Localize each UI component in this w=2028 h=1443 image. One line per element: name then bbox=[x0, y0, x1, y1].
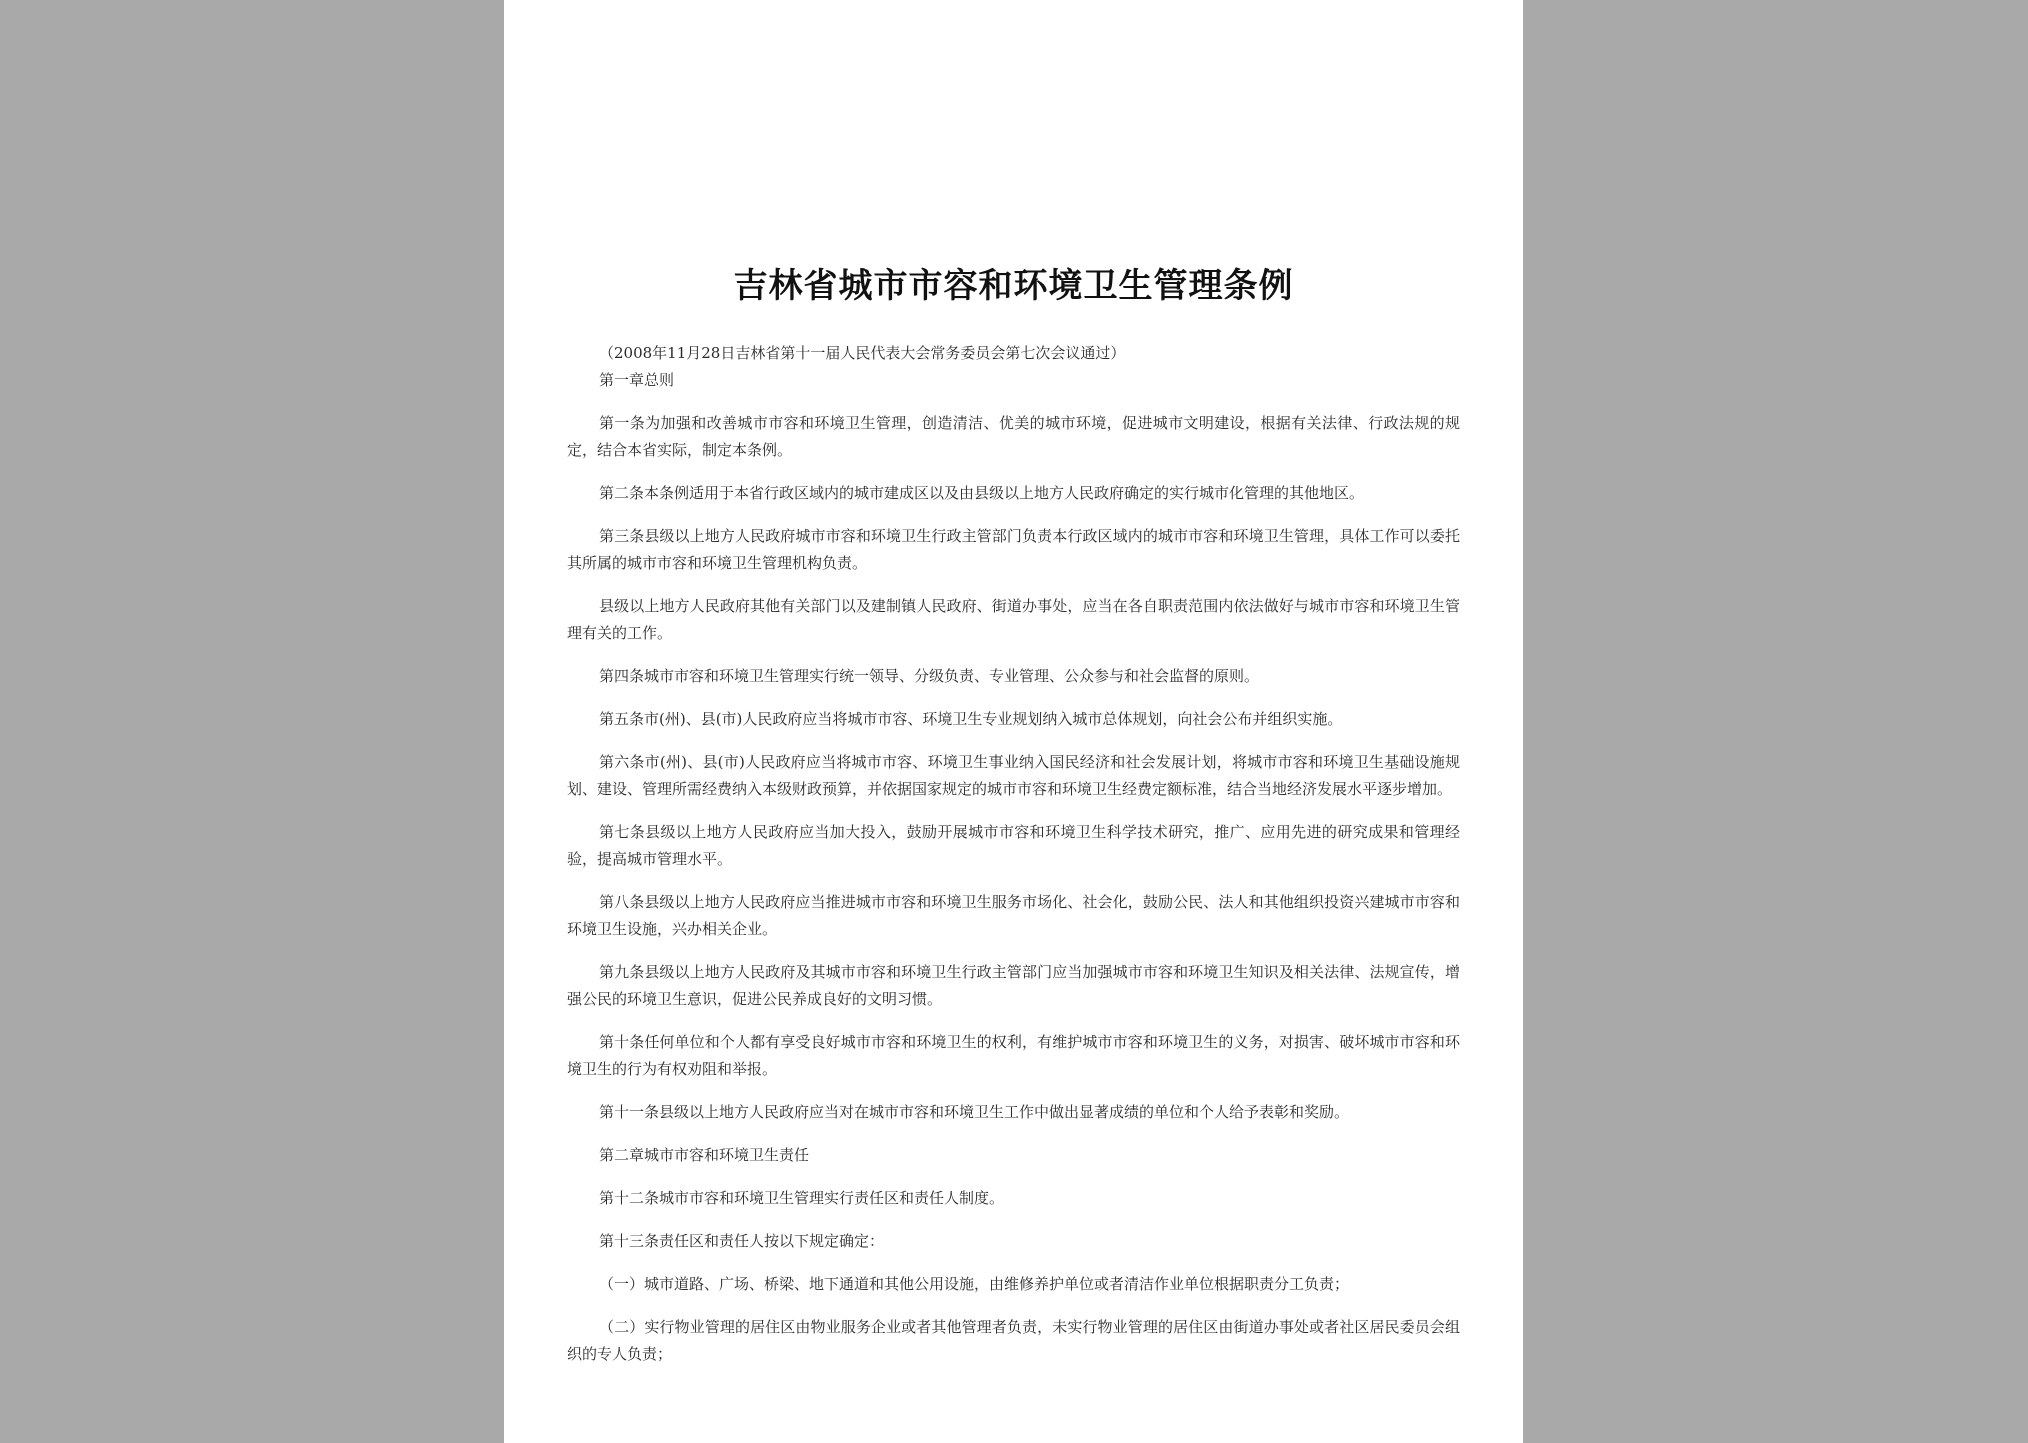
article-5: 第五条市(州)、县(市)人民政府应当将城市市容、环境卫生专业规划纳入城市总体规划，向社会公布并组织实施。 bbox=[599, 710, 1343, 728]
article-7: 第七条县级以上地方人民政府应当加大投入，鼓励开展城市市容和环境卫生科学技术研究，推广、应用先进的研究成果和管理经验，提高城市管理水平。 bbox=[567, 823, 1460, 868]
article-10: 第十条任何单位和个人都有享受良好城市市容和环境卫生的权利，有维护城市市容和环境卫生的义务，对损害、破坏城市市容和环境卫生的行为有权劝阻和举报。 bbox=[567, 1033, 1460, 1078]
article-3: 第三条县级以上地方人民政府城市市容和环境卫生行政主管部门负责本行政区域内的城市市容和环境卫生管理，具体工作可以委托其所属的城市市容和环境卫生管理机构负责。 bbox=[567, 527, 1460, 572]
article-9: 第九条县级以上地方人民政府及其城市市容和环境卫生行政主管部门应当加强城市市容和环境卫生知识及相关法律、法规宣传，增强公民的环境卫生意识，促进公民养成良好的文明习惯。 bbox=[567, 963, 1460, 1008]
article-6: 第六条市(州)、县(市)人民政府应当将城市市容、环境卫生事业纳入国民经济和社会发展计划，将城市市容和环境卫生基础设施规划、建设、管理所需经费纳入本级财政预算，并依据国家规定的城市市容和环境卫生经费定额标准，结合当地经济发展水平逐步增加。 bbox=[567, 753, 1460, 798]
document-body bbox=[567, 340, 1460, 1384]
article-13: 第十三条责任区和责任人按以下规定确定： bbox=[599, 1232, 885, 1250]
article-8: 第八条县级以上地方人民政府应当推进城市市容和环境卫生服务市场化、社会化，鼓励公民、法人和其他组织投资兴建城市市容和环境卫生设施，兴办相关企业。 bbox=[567, 893, 1460, 938]
adoption-note: （2008年11月28日吉林省第十一届人民代表大会常务委员会第七次会议通过） bbox=[599, 344, 1126, 362]
viewer-background-right bbox=[1523, 0, 2028, 1443]
article-11: 第十一条县级以上地方人民政府应当对在城市市容和环境卫生工作中做出显著成绩的单位和个人给予表彰和奖励。 bbox=[599, 1103, 1350, 1121]
article-12: 第十二条城市市容和环境卫生管理实行责任区和责任人制度。 bbox=[599, 1189, 1005, 1207]
viewer-background-left bbox=[0, 0, 504, 1443]
article-3-paragraph-2: 县级以上地方人民政府其他有关部门以及建制镇人民政府、街道办事处，应当在各自职责范围内依法做好与城市市容和环境卫生管理有关的工作。 bbox=[567, 597, 1460, 642]
document-page bbox=[504, 0, 1523, 1443]
chapter-heading-2: 第二章城市市容和环境卫生责任 bbox=[599, 1146, 810, 1164]
article-2: 第二条本条例适用于本省行政区域内的城市建成区以及由县级以上地方人民政府确定的实行城市化管理的其他地区。 bbox=[599, 484, 1365, 502]
document-title: 吉林省城市市容和环境卫生管理条例 bbox=[733, 266, 1294, 306]
chapter-heading-1: 第一章总则 bbox=[599, 371, 675, 389]
article-1: 第一条为加强和改善城市市容和环境卫生管理，创造清洁、优美的城市环境，促进城市文明建设，根据有关法律、行政法规的规定，结合本省实际，制定本条例。 bbox=[567, 414, 1460, 459]
article-13-item-2: （二）实行物业管理的居住区由物业服务企业或者其他管理者负责，未实行物业管理的居住区由街道办事处或者社区居民委员会组织的专人负责； bbox=[567, 1318, 1460, 1363]
article-13-item-1: （一）城市道路、广场、桥梁、地下通道和其他公用设施，由维修养护单位或者清洁作业单位根据职责分工负责； bbox=[599, 1275, 1350, 1293]
article-4: 第四条城市市容和环境卫生管理实行统一领导、分级负责、专业管理、公众参与和社会监督的原则。 bbox=[599, 667, 1260, 685]
